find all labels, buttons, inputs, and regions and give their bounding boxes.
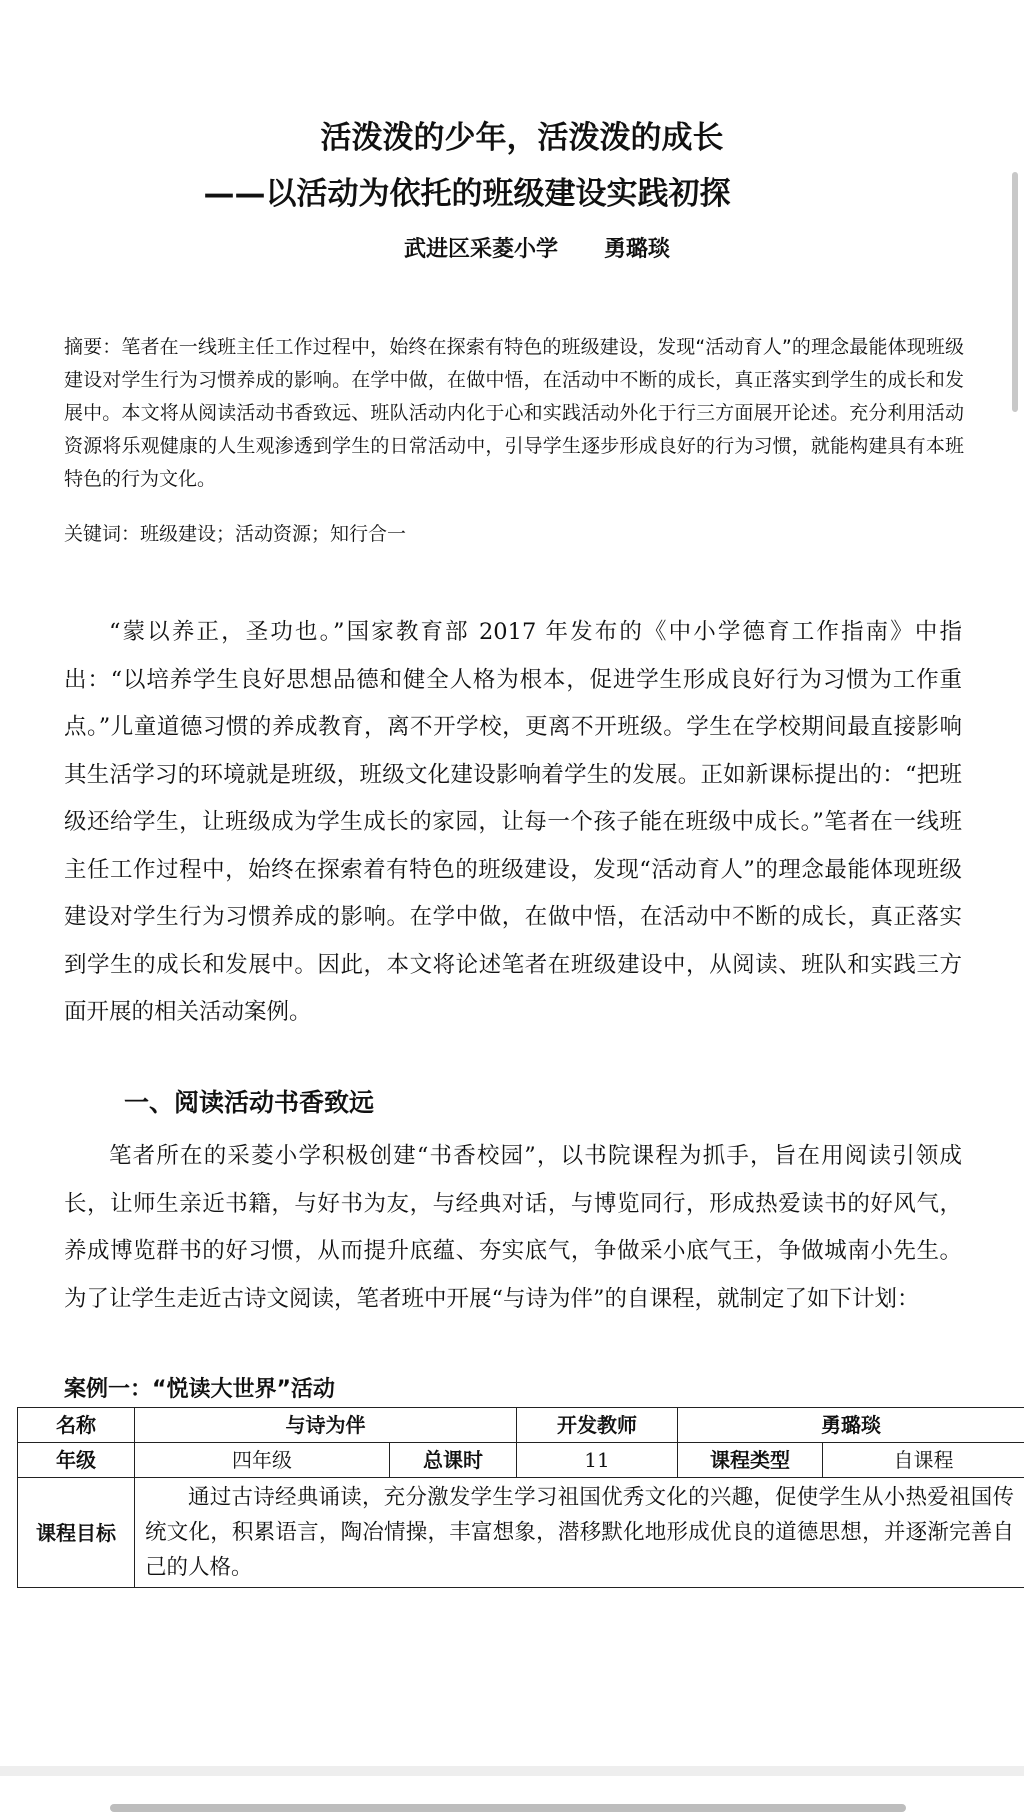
table-row [18,1478,1024,1588]
title-line-2: ——以活动为依托的班级建设实践初探 [203,176,731,212]
name-value-cell: 与诗为伴 [135,1408,517,1443]
case-heading: 案例一：“悦读大世界”活动 [64,1377,335,1402]
table-row [18,1408,1024,1443]
vertical-scrollbar[interactable] [1012,172,1018,412]
name-label-cell: 名称 [18,1408,135,1443]
title-line-1: 活泼泼的少年，活泼泼的成长 [320,120,724,156]
horizontal-scrollbar[interactable] [110,1804,906,1812]
section-heading-1: 一、阅读活动书香致远 [124,1088,375,1117]
goal-value-cell: 通过古诗经典诵读，充分激发学生学习祖国优秀文化的兴趣，促使学生从小热爱祖国传统文化，积累语言，陶冶情操，丰富想象，潜移默化地形成优良的道德思想，并逐渐完善自己的人格。 [135,1478,1024,1588]
hours-value-cell: 11 [517,1443,678,1478]
body-paragraph-2: 笔者所在的采菱小学积极创建“书香校园”，以书院课程为抓手，旨在用阅读引领成长，让师生亲近书籍，与好书为友，与经典对话，与博览同行，形成热爱读书的好风气，养成博览群书的好习惯，从而提升底蕴、夯实底气，争做采小底气王，争做城南小先生。为了让学生走近古诗文阅读，笔者班中开展“与诗为伴”的自课程，就制定了如下计划： [64,1143,962,1312]
goal-label-cell: 课程目标 [18,1478,135,1588]
type-value-cell: 自课程 [823,1443,1024,1478]
abstract-paragraph: 摘要：笔者在一线班主任工作过程中，始终在探索有特色的班级建设，发现“活动育人”的理念最能体现班级建设对学生行为习惯养成的影响。在学中做，在做中悟，在活动中不断的成长，真正落实到学生的成长和发展中。本文将从阅读活动书香致远、班队活动内化于心和实践活动外化于行三方面展开论述。充分利用活动资源将乐观健康的人生观渗透到学生的日常活动中，引导学生逐步形成良好的行为习惯，就能构建具有本班特色的行为文化。 [64,336,964,490]
teacher-value-cell: 勇璐琰 [678,1408,1024,1443]
table-row [18,1443,1024,1478]
course-plan-table [17,1407,1024,1588]
type-label-cell: 课程类型 [678,1443,823,1478]
teacher-label-cell: 开发教师 [517,1408,678,1443]
bottom-divider [0,1766,1024,1776]
grade-value-cell: 四年级 [135,1443,390,1478]
grade-label-cell: 年级 [18,1443,135,1478]
keywords-line: 关键词：班级建设；活动资源；知行合一 [64,523,407,545]
hours-label-cell: 总课时 [390,1443,517,1478]
author-line: 武进区采菱小学 勇璐琰 [404,237,670,262]
body-paragraph-1: “蒙以养正，圣功也。”国家教育部 2017 年发布的《中小学德育工作指南》中指出：“以培养学生良好思想品德和健全人格为根本，促进学生形成良好行为习惯为工作重点。”儿童道德习惯的养成教育，离不开学校，更离不开班级。学生在学校期间最直接影响其生活学习的环境就是班级，班级文化建设影响着学生的发展。正如新课标提出的：“把班级还给学生，让班级成为学生成长的家园，让每一个孩子能在班级中成长。”笔者在一线班主任工作过程中，始终在探索着有特色的班级建设，发现“活动育人”的理念最能体现班级建设对学生行为习惯养成的影响。在学中做，在做中悟，在活动中不断的成长，真正落实到学生的成长和发展中。因此，本文将论述笔者在班级建设中，从阅读、班队和实践三方面开展的相关活动案例。 [64,619,962,1025]
